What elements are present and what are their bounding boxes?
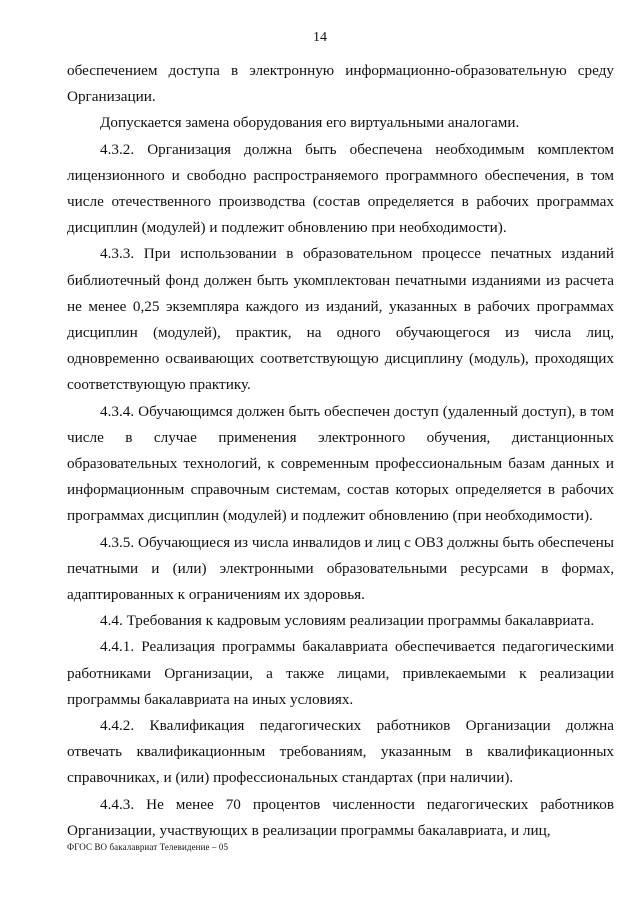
paragraph-4-4-3: 4.4.3. Не менее 70 процентов численности педагогических работников Организации, участвующих в реализации программы бакалавриата, и лиц, bbox=[67, 795, 614, 839]
paragraph-4-4-1: 4.4.1. Реализация программы бакалавриата обеспечивается педагогическими работниками Организации, а также лицами, привлекаемыми к реализации программы бакалавриата на иных условиях. bbox=[67, 638, 614, 708]
paragraph-4-3-2: 4.3.2. Организация должна быть обеспечена необходимым комплектом лицензионного и свободно распространяемого программного обеспечения, в том числе отечественного производства (состав определяется в рабочих программах дисциплин (модулей) и подлежит обновлению при необходимости). bbox=[67, 140, 614, 237]
document-footer: ФГОС ВО бакалавриат Телевидение – 05 bbox=[67, 842, 229, 852]
paragraph-4-4-heading: 4.4. Требования к кадровым условиям реализации программы бакалавриата. bbox=[100, 612, 595, 630]
paragraph-continuation: обеспечением доступа в электронную информационно-образовательную среду Организации. bbox=[67, 62, 614, 106]
paragraph-4-4-2: 4.4.2. Квалификация педагогических работников Организации должна отвечать квалификационным требованиям, указанным в квалификационных справочниках, и (или) профессиональных стандартах (при наличии). bbox=[67, 717, 614, 787]
paragraph-4-3-3: 4.3.3. При использовании в образовательном процессе печатных изданий библиотечный фонд должен быть укомплектован печатными изданиями из расчета не менее 0,25 экземпляра каждого из изданий, указанных в рабочих программах дисциплин (модулей), практик, на одного обучающегося из числа лиц, одновременно осваивающих соответствующую дисциплину (модуль), проходящих соответствующую практику. bbox=[67, 245, 614, 394]
paragraph-4-3-5: 4.3.5. Обучающиеся из числа инвалидов и лиц с ОВЗ должны быть обеспечены печатными и (или) электронными образовательными ресурсами в формах, адаптированных к ограничениям их здоровья. bbox=[67, 533, 614, 604]
paragraph-4-3-4: 4.3.4. Обучающимся должен быть обеспечен доступ (удаленный доступ), в том числе в случае применения электронного обучения, дистанционных образовательных технологий, к современным профессиональным базам данных и информационным справочным системам, состав которых определяется в рабочих программах дисциплин (модулей) и подлежит обновлению (при необходимости). bbox=[67, 402, 614, 525]
page-number: 14 bbox=[313, 30, 327, 45]
body-text bbox=[67, 58, 614, 844]
paragraph-equipment-replacement: Допускается замена оборудования его виртуальными аналогами. bbox=[100, 114, 520, 132]
